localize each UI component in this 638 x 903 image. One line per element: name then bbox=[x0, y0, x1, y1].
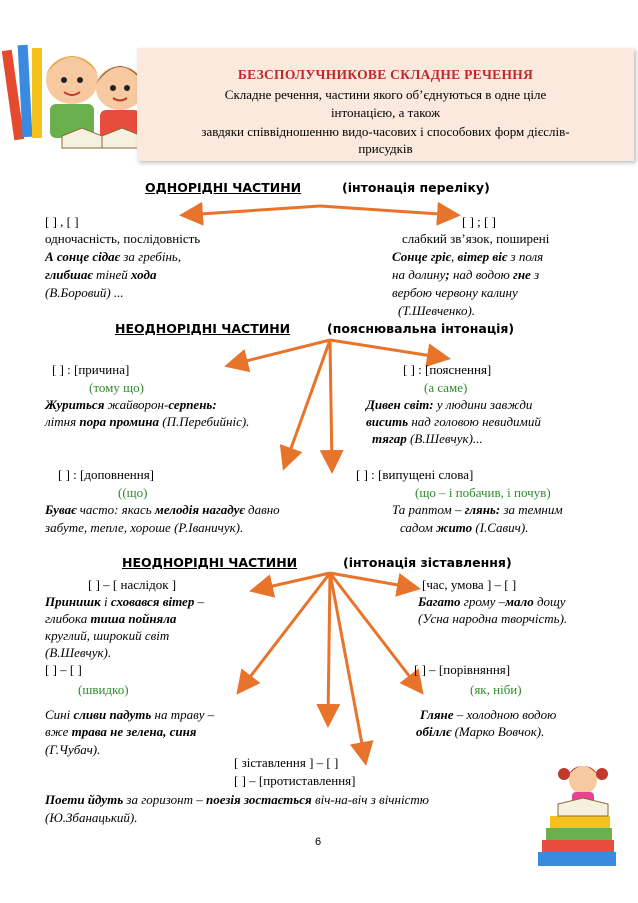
scheme-explanation: [ ] : [пояснення] bbox=[403, 362, 492, 377]
scheme-condition: [час, умова ] – [ ] bbox=[422, 577, 517, 592]
section-intonation: (інтонація зіставлення) bbox=[343, 555, 512, 570]
example-line: Дивен світ: у людини завжди bbox=[366, 397, 533, 412]
scheme-quick: [ ] – [ ] bbox=[45, 662, 82, 677]
example-line: Гляне – холодною водою bbox=[420, 707, 557, 722]
example-line: круглий, широкий світ bbox=[45, 628, 170, 643]
definition-line: присудків bbox=[358, 141, 413, 156]
meaning-left: одночасність, послідовність bbox=[45, 231, 201, 246]
hint-comparison: (як, ніби) bbox=[470, 682, 522, 697]
example-line: тягар (В.Шевчук)... bbox=[372, 431, 483, 446]
example-line: вже трава не зелена, синя bbox=[45, 724, 197, 739]
example-source: (Усна народна творчість). bbox=[418, 611, 568, 626]
section-intonation: (інтонація переліку) bbox=[342, 180, 490, 195]
arrow-down-right-2 bbox=[330, 340, 332, 468]
example-line: Сині сливи падуть на траву – bbox=[45, 707, 215, 722]
example-source: (В.Шевчук). bbox=[45, 645, 112, 660]
definition-line: інтонацією, а також bbox=[330, 105, 441, 120]
example-line: висить над головою невидимий bbox=[366, 414, 541, 429]
scheme-complement: [ ] : [доповнення] bbox=[58, 467, 155, 482]
scheme-opposition: [ ] – [протиставлення] bbox=[234, 773, 356, 788]
meaning-right: слабкий зв’язок, поширені bbox=[402, 231, 550, 246]
example-line: Сонце гріє, вітер віє з поля bbox=[392, 249, 544, 264]
arrow-right-3 bbox=[330, 573, 415, 588]
arrow-lowleft-3 bbox=[240, 573, 330, 690]
example-line: глибшає тіней хода bbox=[45, 267, 157, 282]
hint-explanation: (а саме) bbox=[424, 380, 468, 395]
arrow-left-2 bbox=[230, 340, 330, 365]
example-source: (В.Боровий) ... bbox=[45, 285, 124, 300]
example-line: Журиться жайворон-серпень: bbox=[45, 397, 217, 412]
definition-line: завдяки співвідношенню видо-часових і способових форм дієслів- bbox=[201, 124, 570, 139]
example-line: Поети йдуть за горизонт – поезія зостається віч-на-віч з вічністю bbox=[45, 792, 429, 807]
scheme-left: [ ] , [ ] bbox=[45, 214, 79, 229]
page-number: 6 bbox=[315, 836, 322, 848]
girl-on-books-illustration-icon bbox=[528, 760, 628, 870]
scheme-consequence: [ ] – [ наслідок ] bbox=[88, 577, 177, 592]
example-line: Принишк і сховався вітер – bbox=[45, 594, 205, 609]
scheme-juxtaposition: [ зіставлення ] – [ ] bbox=[234, 755, 339, 770]
example-line: А сонце сідає за гребінь, bbox=[45, 249, 182, 264]
example-line: забуте, тепле, хороше (Р.Іваничук). bbox=[45, 520, 244, 535]
scheme-omitted: [ ] : [випущені слова] bbox=[356, 467, 474, 482]
hint-complement: ((що) bbox=[118, 485, 148, 500]
arrow-right-2 bbox=[330, 340, 445, 358]
scheme-cause: [ ] : [причина] bbox=[52, 362, 130, 377]
section-heading: НЕОДНОРІДНІ ЧАСТИНИ bbox=[122, 555, 298, 570]
example-line: глибока тиша пойняла bbox=[45, 611, 177, 626]
hint-quick: (швидко) bbox=[78, 682, 129, 697]
arrow-down-3 bbox=[328, 573, 330, 722]
hint-cause: (тому що) bbox=[89, 380, 144, 395]
example-line: літня пора промина (П.Перебийніс). bbox=[45, 414, 250, 429]
scheme-right: [ ] ; [ ] bbox=[462, 214, 496, 229]
arrow-down-left-2 bbox=[285, 340, 330, 465]
scheme-comparison: [ ] – [порівняння] bbox=[414, 662, 511, 677]
example-line: Буває часто: якась мелодія нагадує давно bbox=[45, 502, 280, 517]
page-title: БЕЗСПОЛУЧНИКОВЕ СКЛАДНЕ РЕЧЕННЯ bbox=[237, 67, 534, 82]
example-source: (Ю.Збанацький). bbox=[45, 810, 138, 825]
example-line: садом жито (І.Савич). bbox=[400, 520, 529, 535]
arrow-right-1 bbox=[320, 206, 455, 215]
example-line: Та раптом – глянь: за темним bbox=[392, 502, 563, 517]
definition-line: Складне речення, частини якого об’єднуються в одне ціле bbox=[224, 87, 547, 102]
section-intonation: (пояснювальна інтонація) bbox=[327, 321, 515, 336]
arrow-down-far-3 bbox=[330, 573, 365, 760]
hint-omitted: (що – і побачив, і почув) bbox=[415, 485, 551, 500]
example-source: (Г.Чубач). bbox=[45, 742, 101, 757]
example-line: Багато грому –мало дощу bbox=[418, 594, 566, 609]
arrow-lowright-3 bbox=[330, 573, 420, 690]
example-line: на долину; над водою гне з bbox=[392, 267, 540, 282]
section-heading: ОДНОРІДНІ ЧАСТИНИ bbox=[145, 180, 302, 195]
example-source: (Т.Шевченко). bbox=[398, 303, 476, 318]
example-line: вербою червону калину bbox=[392, 285, 518, 300]
arrow-left-1 bbox=[185, 206, 320, 215]
section-heading: НЕОДНОРІДНІ ЧАСТИНИ bbox=[115, 321, 291, 336]
example-line: обіллє (Марко Вовчок). bbox=[416, 724, 545, 739]
